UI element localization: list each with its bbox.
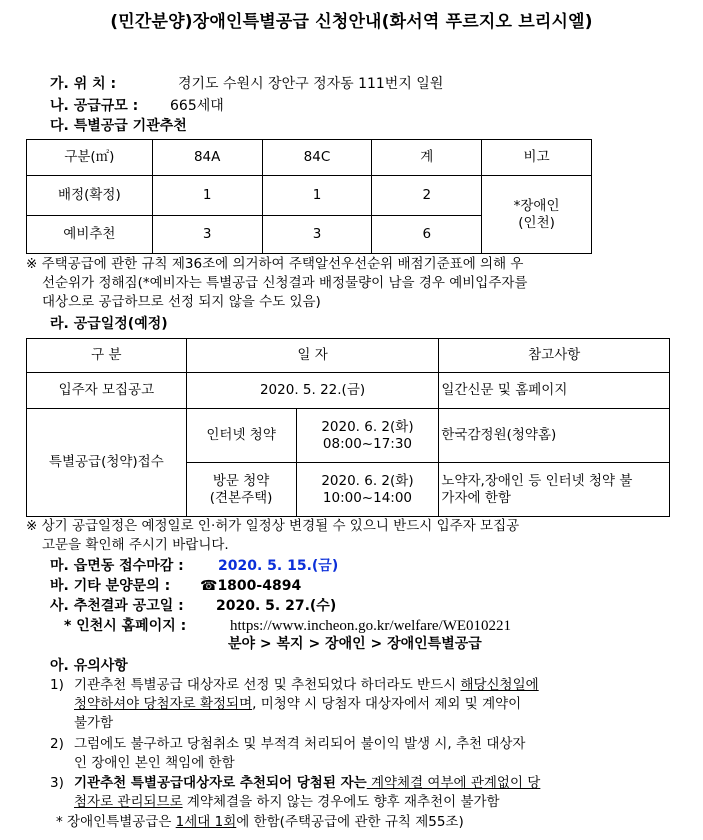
incheon-homepage-label: * 인천시 홈페이지 : bbox=[64, 618, 187, 634]
incheon-menu-path: 분야 > 복지 > 장애인 > 장애인특별공급 bbox=[228, 636, 482, 652]
schedule-table bbox=[26, 338, 670, 517]
location-label: 가. 위 치 : bbox=[50, 76, 117, 92]
header-total: 계 bbox=[372, 140, 482, 176]
visit-label-line2: (견본주택) bbox=[209, 489, 273, 506]
deadline-label: 마. 읍면동 접수마감 : bbox=[50, 558, 184, 574]
schedule-header-ref: 참고사항 bbox=[439, 339, 670, 373]
remark-line2: (인천) bbox=[518, 214, 555, 231]
caution-1-text-a: 기관추천 특별공급 대상자로 선정 및 추천되었다 하더라도 반드시 bbox=[74, 677, 461, 693]
caution-1-number: 1) bbox=[50, 677, 64, 693]
page-title: (민간분양)장애인특별공급 신청안내(화서역 푸르지오 브리시엘) bbox=[110, 12, 593, 32]
row-reserve-label: 예비추천 bbox=[27, 216, 153, 254]
caution-4-text-c: 에 한함(주택공급에 관한 규칙 제55조) bbox=[236, 814, 464, 830]
caution-2-number: 2) bbox=[50, 736, 64, 752]
result-date-label: 사. 추천결과 공고일 : bbox=[50, 598, 184, 614]
deadline-value: 2020. 5. 15.(금) bbox=[218, 558, 339, 574]
schedule-notice-label: 입주자 모집공고 bbox=[27, 373, 187, 409]
allocation-table bbox=[26, 139, 592, 254]
note-priority-line3: 대상으로 공급하므로 선정 되지 않을 수도 있음) bbox=[42, 294, 321, 310]
schedule-internet-date bbox=[296, 409, 439, 463]
schedule-visit-date bbox=[296, 463, 439, 517]
note-priority-line2: 선순위가 정해짐(*예비자는 특별공급 신청결과 배정물량이 남을 경우 예비입주자를 bbox=[42, 275, 528, 291]
schedule-heading: 라. 공급일정(예정) bbox=[50, 316, 168, 332]
visit-label-line1: 방문 청약 bbox=[212, 472, 270, 489]
caution-3-line1 bbox=[74, 775, 540, 792]
schedule-notice-ref: 일간신문 및 홈페이지 bbox=[439, 373, 670, 409]
caution-3-text-b: 계약체결 여부에 관계없이 당 bbox=[366, 775, 541, 791]
caution-3-text-d: 계약체결을 하지 않는 경우에도 향후 재추천이 불가함 bbox=[182, 794, 500, 810]
visit-time: 10:00~14:00 bbox=[322, 489, 413, 506]
schedule-visit-ref bbox=[439, 463, 670, 517]
schedule-header-type: 구 분 bbox=[27, 339, 187, 373]
caution-1-line2 bbox=[74, 696, 521, 713]
row-assigned-84c: 1 bbox=[262, 176, 372, 216]
caution-4-line bbox=[56, 814, 464, 831]
caution-2-line2: 인 장애인 본인 책임에 한함 bbox=[74, 755, 235, 771]
internet-date: 2020. 6. 2(화) bbox=[321, 418, 414, 435]
caution-4-text-a: * 장애인특별공급은 bbox=[56, 814, 176, 830]
incheon-homepage-url[interactable]: https://www.incheon.go.kr/welfare/WE010221 bbox=[230, 618, 512, 634]
inquiry-phone: ☎1800-4894 bbox=[200, 578, 302, 594]
header-84c: 84C bbox=[262, 140, 372, 176]
caution-1-text-b: 해당신청일에 bbox=[460, 677, 539, 693]
row-reserve-84c: 3 bbox=[262, 216, 372, 254]
schedule-visit-label bbox=[186, 463, 296, 517]
schedule-notice-date: 2020. 5. 22.(금) bbox=[186, 373, 439, 409]
row-reserve-total: 6 bbox=[372, 216, 482, 254]
visit-date: 2020. 6. 2(화) bbox=[321, 472, 414, 489]
remark-cell bbox=[482, 176, 592, 254]
caution-3-text-c: 첨자로 관리되므로 bbox=[74, 794, 183, 810]
note-priority-line1: ※ 주택공급에 관한 규칙 제36조에 의거하여 주택알선우선순위 배점기준표에 의해 우 bbox=[26, 256, 524, 272]
note-schedule-line2: 고문을 확인해 주시기 바랍니다. bbox=[42, 537, 229, 553]
header-84a: 84A bbox=[152, 140, 262, 176]
remark-line1: *장애인 bbox=[513, 197, 560, 214]
note-schedule-line1: ※ 상기 공급일정은 예정일로 인·허가 일정상 변경될 수 있으니 반드시 입주자 모집공 bbox=[26, 518, 520, 534]
institution-recommend-heading: 다. 특별공급 기관추천 bbox=[50, 118, 187, 134]
schedule-internet-label: 인터넷 청약 bbox=[186, 409, 296, 463]
header-type: 구분(㎡) bbox=[27, 140, 153, 176]
row-assigned-84a: 1 bbox=[152, 176, 262, 216]
row-assigned-label: 배정(확정) bbox=[27, 176, 153, 216]
caution-1-line1 bbox=[74, 677, 539, 694]
header-remark: 비고 bbox=[482, 140, 592, 176]
inquiry-label: 바. 기타 분양문의 : bbox=[50, 578, 171, 594]
row-assigned-total: 2 bbox=[372, 176, 482, 216]
caution-3-number: 3) bbox=[50, 775, 64, 791]
internet-time: 08:00~17:30 bbox=[322, 435, 413, 452]
supply-scale-label: 나. 공급규모 : bbox=[50, 98, 139, 114]
caution-4-text-b: 1세대 1회 bbox=[175, 814, 237, 830]
caution-1-text-c: 청약하셔야 당첨자로 확정되며 bbox=[74, 696, 253, 712]
location-value: 경기도 수원시 장안구 정자동 111번지 일원 bbox=[178, 76, 444, 92]
caution-3-line2 bbox=[74, 794, 500, 811]
schedule-internet-ref: 한국감정원(청약홈) bbox=[439, 409, 670, 463]
schedule-special-label: 특별공급(청약)접수 bbox=[27, 409, 187, 517]
result-date-value: 2020. 5. 27.(수) bbox=[216, 598, 337, 614]
visit-ref-line2: 가자에 한함 bbox=[441, 489, 511, 506]
schedule-header-date: 일 자 bbox=[186, 339, 439, 373]
caution-3-text-a: 기관추천 특별공급대상자로 추천되어 당첨된 자는 bbox=[74, 775, 367, 791]
caution-1-line3: 불가함 bbox=[74, 715, 114, 731]
visit-ref-line1: 노약자,장애인 등 인터넷 청약 불 bbox=[441, 472, 633, 489]
caution-1-text-d: , 미청약 시 당첨자 대상자에서 제외 및 계약이 bbox=[252, 696, 522, 712]
supply-scale-value: 665세대 bbox=[170, 98, 224, 114]
row-reserve-84a: 3 bbox=[152, 216, 262, 254]
cautions-heading: 아. 유의사항 bbox=[50, 658, 128, 674]
caution-2-line1: 그럼에도 불구하고 당첨취소 및 부적격 처리되어 불이익 발생 시, 추천 대상자 bbox=[74, 736, 526, 752]
